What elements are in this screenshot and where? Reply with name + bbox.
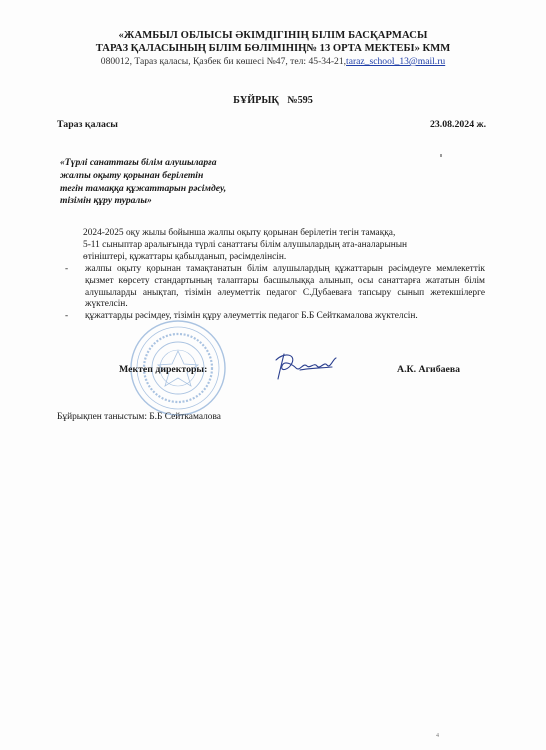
order-number: №595: [287, 95, 313, 106]
scan-speck: [440, 154, 442, 157]
letterhead: [0, 29, 546, 68]
director-name: А.К. Агибаева: [397, 364, 461, 375]
order-item-text: құжаттарды рәсімдеу, тізімін құру әлеуметтік педагог Б.Б Сейткамалова жүктелсін.: [85, 311, 418, 322]
intro-line: өтініштері, құжаттары қабылданып, рәсімделінсін.: [83, 251, 287, 262]
handwritten-signature: [270, 350, 350, 384]
subject-line: «Түрлі санаттағы білім алушыларға: [60, 157, 217, 168]
intro-line: 5-11 сыныптар аралығында түрлі санаттағы білім алушылардың ата-аналарынын: [83, 239, 408, 250]
director-label: Мектеп директоры:: [119, 364, 208, 375]
bullet-dash: -: [65, 311, 69, 322]
contact-line: [0, 55, 546, 68]
org-name-line1: «ЖАМБЫЛ ОБЛЫСЫ ӘКІМДІГІНІҢ БІЛІМ БАСҚАРМАСЫ: [118, 30, 428, 41]
bullet-dash: -: [65, 263, 69, 274]
subject-line: тегін тамаққа құжаттарын рәсімдеу,: [60, 182, 227, 194]
order-item: [65, 264, 485, 312]
order-heading: [0, 95, 546, 106]
email-link[interactable]: taraz_school_13@mail.ru: [346, 56, 446, 67]
contact-address: 080012, Тараз қаласы, Қазбек би көшесі №47, тел: 45-34-21,: [100, 56, 347, 67]
order-body: [65, 228, 485, 323]
order-item-text: жалпы оқыту қорынан тамақтанатын білім алушылардың құжаттарын рәсімдеуге мемлекеттік қызмет көрсету стандартының талаптары басшылыққа алынып, осы санаттарға жататын білім алушыларды анықтап, тізімін әлеуметтік педагог С.Дубаеваға тапсыру сынып жетекшілерге жүктелсін.: [85, 263, 485, 310]
acknowledgement-line: Бұйрықпен таныстым: Б.Б Сейткамалова: [57, 412, 221, 422]
subject-line: жалпы оқыту қорынан берілетін: [60, 169, 204, 181]
order-subject: [60, 157, 260, 208]
org-name-line2: ТАРАЗ ҚАЛАСЫНЫҢ БІЛІМ БӨЛІМІНІҢ№ 13 ОРТА МЕКТЕБІ» КММ: [95, 43, 451, 54]
intro-line: 2024-2025 оқу жылы бойынша жалпы оқыту қорынан берілетін тегін тамаққа,: [83, 228, 396, 238]
order-date: 23.08.2024 ж.: [430, 119, 487, 130]
subject-line: тізімін құру туралы»: [60, 195, 152, 207]
place: Тараз қаласы: [57, 119, 118, 130]
order-title: БҰЙРЫҚ: [233, 95, 279, 106]
page-mark: 4: [436, 733, 439, 739]
signature-row: [0, 358, 546, 388]
